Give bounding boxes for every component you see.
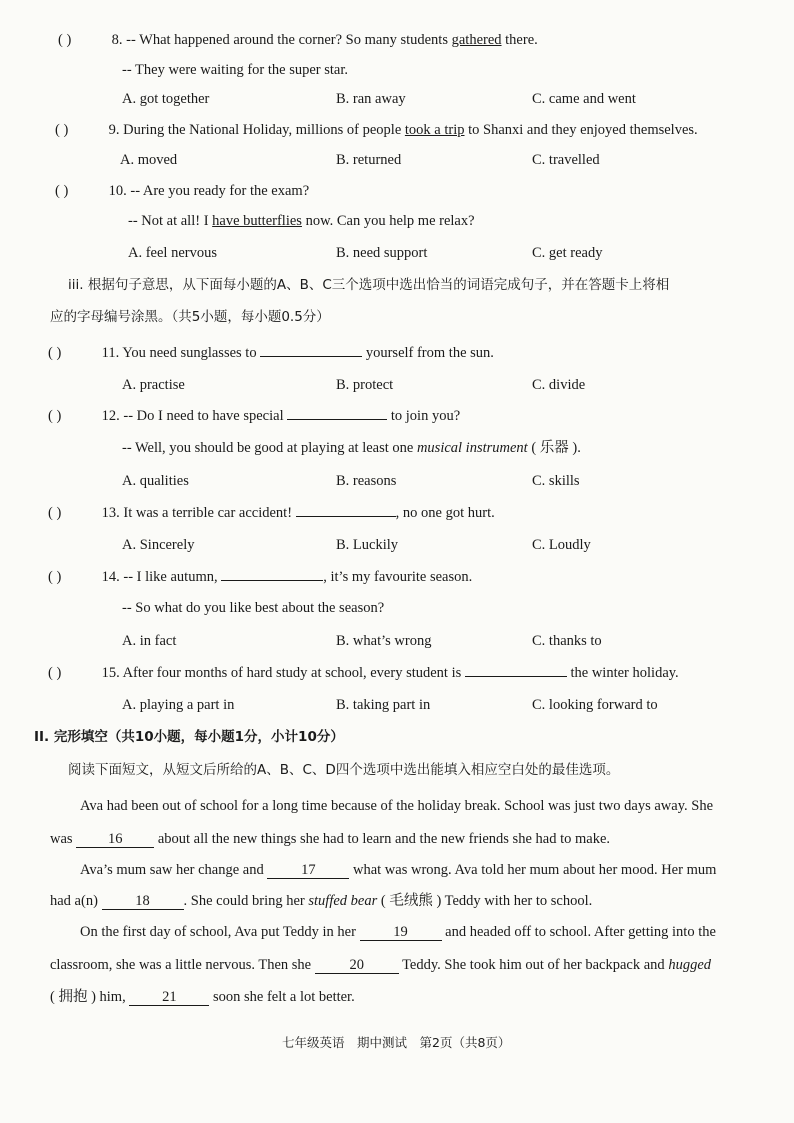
- passage-text: ( 毛绒熊 ) Teddy with her to school.: [377, 893, 593, 909]
- question-stem-underlined: took a trip: [404, 122, 465, 138]
- question-11: [48, 343, 494, 363]
- question-after: the winter holiday.: [570, 665, 679, 681]
- question-12-followup: [122, 438, 581, 458]
- passage-text: about all the new things she had to learn and the new friends she had to make.: [157, 831, 611, 847]
- question-12: [48, 406, 460, 426]
- followup-underlined: have butterflies: [212, 213, 302, 229]
- cloze-blank-18[interactable]: 18: [102, 893, 184, 910]
- option-a[interactable]: A. playing a part in: [122, 697, 235, 713]
- option-a[interactable]: A. in fact: [122, 633, 177, 649]
- question-number: 8.: [111, 32, 123, 48]
- answer-paren[interactable]: ( ): [55, 183, 69, 199]
- question-10: [55, 181, 309, 201]
- question-before: -- Do I need to have special: [123, 408, 284, 424]
- section-iii-instruction-line2: 应的字母编号涂黑。（共5小题，每小题0.5分）: [50, 309, 330, 325]
- passage-text: . She could bring her: [183, 893, 309, 909]
- question-after: to join you?: [390, 408, 461, 424]
- answer-paren[interactable]: ( ): [48, 345, 62, 361]
- option-b[interactable]: B. returned: [336, 152, 402, 168]
- question-number: 14.: [101, 569, 120, 585]
- question-number: 11.: [101, 345, 120, 361]
- cloze-blank-19[interactable]: 19: [360, 924, 442, 941]
- passage-text: classroom, she was a little nervous. Then she: [50, 957, 312, 973]
- option-a[interactable]: A. got together: [122, 91, 210, 107]
- fill-blank[interactable]: [287, 419, 387, 420]
- option-a[interactable]: A. qualities: [122, 473, 189, 489]
- answer-paren[interactable]: ( ): [48, 408, 62, 424]
- passage-line: [50, 955, 711, 975]
- option-b[interactable]: B. reasons: [336, 473, 397, 489]
- question-number: 13.: [101, 505, 120, 521]
- question-8-followup: -- They were waiting for the super star.: [122, 62, 349, 78]
- question-14-followup: -- So what do you like best about the season?: [122, 600, 385, 616]
- option-b[interactable]: B. protect: [336, 377, 394, 393]
- passage-italic: hugged: [668, 957, 711, 973]
- passage-text: On the first day of school, Ava put Teddy in her: [80, 924, 356, 940]
- question-after: , it’s my favourite season.: [323, 569, 473, 585]
- option-c[interactable]: C. travelled: [532, 152, 600, 168]
- passage-line: [50, 987, 355, 1007]
- followup-part: ( 乐器 ).: [527, 440, 581, 456]
- passage-line: [80, 860, 716, 880]
- option-a[interactable]: A. Sincerely: [122, 537, 195, 553]
- followup-part: now. Can you help me relax?: [301, 213, 475, 229]
- question-before: You need sunglasses to: [122, 345, 257, 361]
- passage-text: Ava’s mum saw her change and: [80, 862, 264, 878]
- question-13: [48, 503, 495, 523]
- option-a[interactable]: A. practise: [122, 377, 185, 393]
- question-before: It was a terrible car accident!: [123, 505, 293, 521]
- answer-paren[interactable]: ( ): [48, 665, 62, 681]
- answer-paren[interactable]: ( ): [58, 32, 72, 48]
- option-b[interactable]: B. Luckily: [336, 537, 399, 553]
- answer-paren[interactable]: ( ): [48, 505, 62, 521]
- passage-line: Ava had been out of school for a long time because of the holiday break. School was just two days away. She: [80, 798, 714, 814]
- question-stem-part: to Shanxi and they enjoyed themselves.: [464, 122, 698, 138]
- fill-blank[interactable]: [296, 516, 396, 517]
- followup-part: -- Well, you should be good at playing at least one: [122, 440, 417, 456]
- option-a[interactable]: A. moved: [120, 152, 178, 168]
- option-b[interactable]: B. taking part in: [336, 697, 431, 713]
- option-c[interactable]: C. get ready: [532, 245, 603, 261]
- question-15: [48, 663, 679, 683]
- cloze-blank-20[interactable]: 20: [315, 957, 399, 974]
- passage-text: soon she felt a lot better.: [212, 989, 355, 1005]
- answer-paren[interactable]: ( ): [55, 122, 69, 138]
- question-after: , no one got hurt.: [395, 505, 495, 521]
- question-8: [58, 30, 538, 50]
- cloze-blank-17[interactable]: 17: [267, 862, 349, 879]
- section-iii-instruction-line1: iii. 根据句子意思，从下面每小题的A、B、C三个选项中选出恰当的词语完成句子，并在答题卡上将相: [68, 277, 670, 293]
- question-10-followup: [128, 211, 475, 231]
- fill-blank[interactable]: [221, 580, 323, 581]
- question-before: After four months of hard study at school, every student is: [122, 665, 462, 681]
- option-c[interactable]: C. looking forward to: [532, 697, 658, 713]
- section-heading: II. 完形填空（共10小题，每小题1分，小计10分）: [34, 729, 344, 745]
- option-c[interactable]: C. came and went: [532, 91, 636, 107]
- question-before: -- I like autumn,: [123, 569, 218, 585]
- followup-part: -- Not at all! I: [128, 213, 213, 229]
- question-stem-part: there.: [501, 32, 538, 48]
- question-stem-part: -- What happened around the corner? So many students: [126, 32, 452, 48]
- passage-text: what was wrong. Ava told her mum about her mood. Her mum: [353, 862, 717, 878]
- passage-text: ( 拥抱 ) him,: [50, 989, 126, 1005]
- page-footer: 七年级英语 期中测试 第2页（共8页）: [282, 1035, 511, 1050]
- question-after: yourself from the sun.: [365, 345, 494, 361]
- passage-line: [50, 829, 610, 849]
- passage-line: [80, 922, 716, 942]
- passage-text: had a(n): [50, 893, 98, 909]
- question-number: 9.: [108, 122, 120, 138]
- passage-text: was: [50, 831, 73, 847]
- section-instruction: 阅读下面短文，从短文后所给的A、B、C、D四个选项中选出能填入相应空白处的最佳选项。: [68, 762, 620, 778]
- option-b[interactable]: B. need support: [336, 245, 428, 261]
- passage-text: and headed off to school. After getting into the: [445, 924, 716, 940]
- followup-italic: musical instrument: [416, 440, 528, 456]
- question-14: [48, 567, 472, 587]
- question-9: [55, 120, 698, 140]
- passage-text: Teddy. She took him out of her backpack and: [402, 957, 669, 973]
- question-stem-underlined: gathered: [451, 32, 502, 48]
- question-number: 10.: [108, 183, 127, 199]
- option-c[interactable]: C. skills: [532, 473, 580, 489]
- option-c[interactable]: C. thanks to: [532, 633, 602, 649]
- option-c[interactable]: C. Loudly: [532, 537, 591, 553]
- cloze-blank-16[interactable]: 16: [76, 831, 154, 848]
- fill-blank[interactable]: [465, 676, 567, 677]
- question-number: 12.: [101, 408, 120, 424]
- option-b[interactable]: B. ran away: [336, 91, 406, 107]
- passage-line: [50, 891, 592, 911]
- question-stem-part: During the National Holiday, millions of people: [123, 122, 405, 138]
- option-b[interactable]: B. what’s wrong: [336, 633, 432, 649]
- question-stem-part: -- Are you ready for the exam?: [130, 183, 310, 199]
- passage-italic: stuffed bear: [308, 893, 378, 909]
- option-a[interactable]: A. feel nervous: [128, 245, 217, 261]
- answer-paren[interactable]: ( ): [48, 569, 62, 585]
- cloze-blank-21[interactable]: 21: [129, 989, 209, 1006]
- fill-blank[interactable]: [260, 356, 362, 357]
- question-number: 15.: [101, 665, 120, 681]
- option-c[interactable]: C. divide: [532, 377, 586, 393]
